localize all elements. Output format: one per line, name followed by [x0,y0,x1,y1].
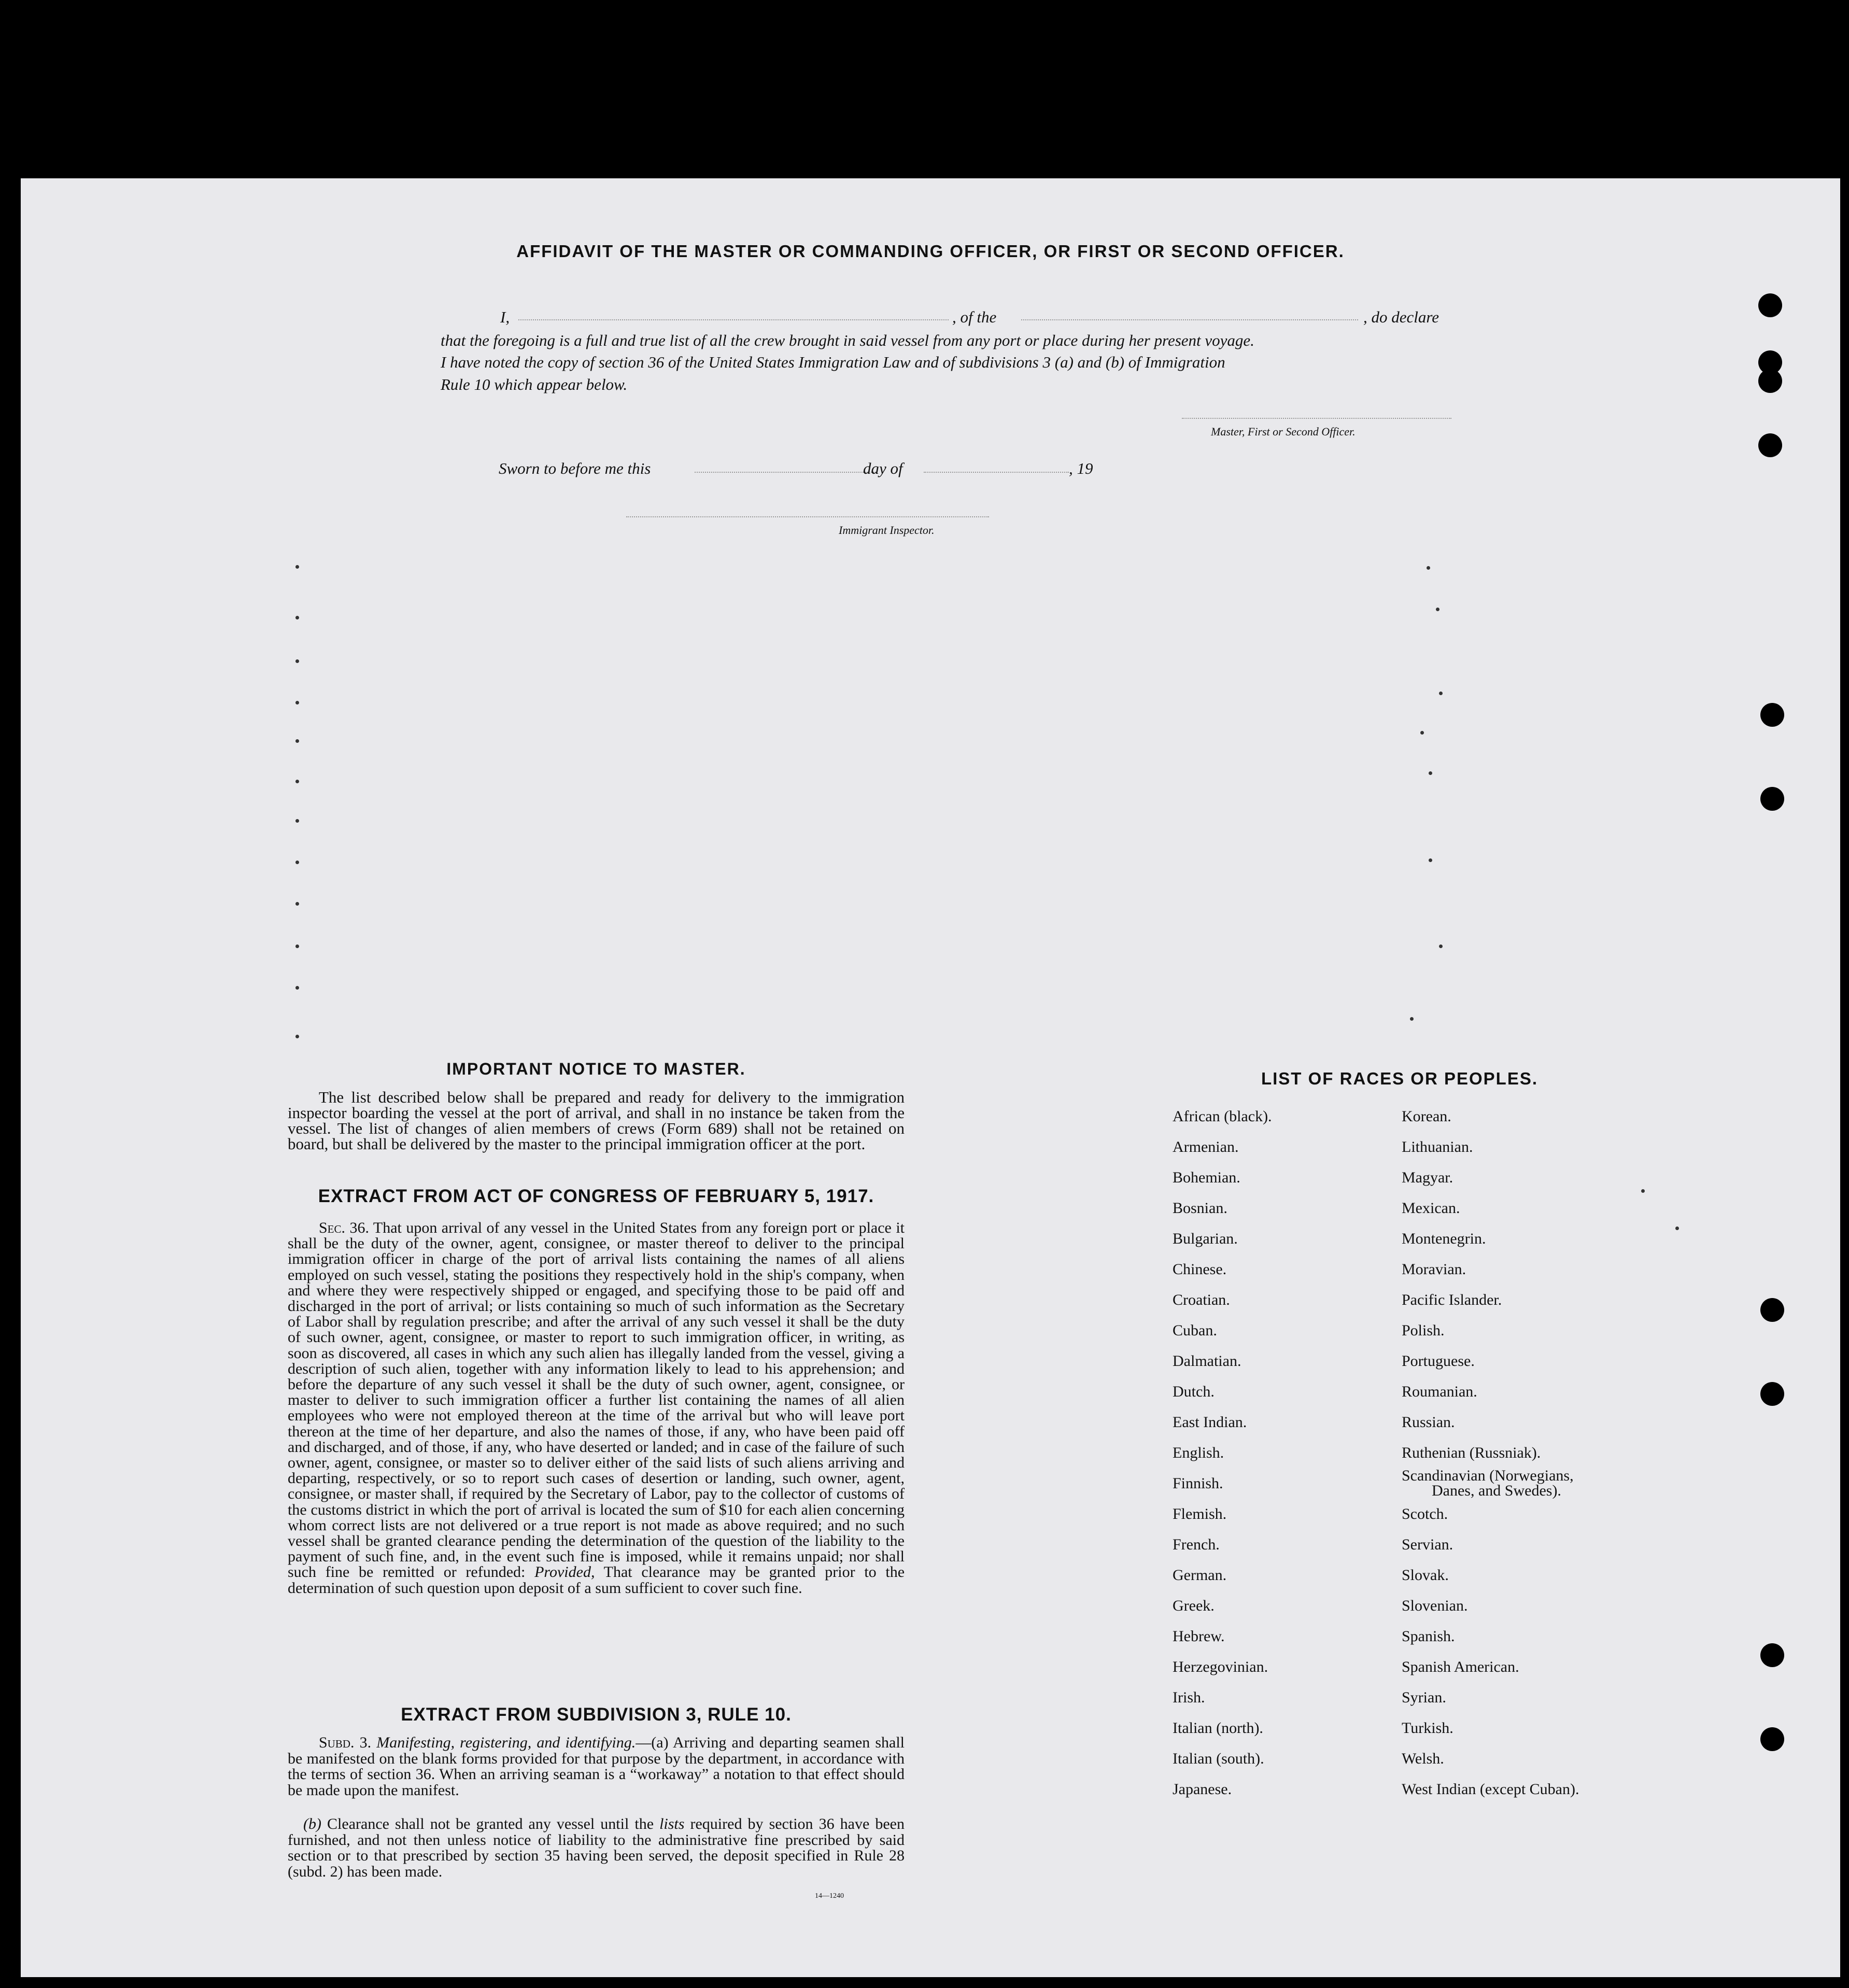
inspector-line [626,516,989,517]
signature-line [1182,418,1451,419]
race-item: West Indian (except Cuban). [1402,1781,1579,1798]
para-b-text-1: Clearance shall not be granted any vessel until the [327,1815,654,1832]
form-number: 14—1240 [815,1892,844,1900]
scan-mark [1427,566,1430,570]
punch-hole [1760,787,1784,811]
race-item: African (black). [1173,1108,1272,1125]
race-item: Bulgarian. [1173,1230,1238,1247]
punch-hole [1760,1643,1784,1667]
scan-mark [295,986,299,990]
notice-title: IMPORTANT NOTICE TO MASTER. [446,1060,746,1078]
race-item: Danes, and Swedes). [1432,1482,1561,1499]
scan-mark [1420,731,1424,735]
race-item: East Indian. [1173,1414,1247,1431]
scan-mark [295,659,299,663]
scan-mark [295,861,299,864]
sworn-text: Sworn to before me this [499,459,651,477]
section-label: Sec. 36. [319,1219,369,1236]
scan-mark [295,739,299,743]
race-item: Bosnian. [1173,1200,1227,1217]
race-item: Flemish. [1173,1505,1227,1522]
affidavit-of-the: , of the [952,308,997,326]
notice-text: The list described below shall be prepared and ready for delivery to the immigration inspector boarding the vessel at the port of arrival, and shall in no instance be taken from the vessel. The list of changes of alien members of crews (Form 689) shall not be retained on board, but shall be delivered by the master to the principal immigration officer at the port. [288,1088,905,1153]
race-item: Scotch. [1402,1505,1448,1522]
races-left-column [1173,1101,1272,1804]
race-item: Chinese. [1173,1261,1227,1278]
scan-mark [295,616,299,619]
race-item: Mexican. [1402,1200,1460,1217]
scan-mark [295,565,299,569]
scan-mark [1641,1189,1645,1193]
subd-text: —(a) Arriving and departing seamen shall be manifested on the blank forms provided for that purpose by the department, in accordance with the terms of section 36. When an arriving seaman is a “workaway” a notation to that effect should be made upon the manifest. [288,1734,905,1799]
race-item: Irish. [1173,1689,1205,1706]
race-item: Montenegrin. [1402,1230,1486,1247]
punch-hole [1760,1727,1784,1751]
race-item: Dutch. [1173,1383,1215,1400]
race-item: Ruthenian (Russniak). [1402,1444,1541,1461]
affidavit-title: AFFIDAVIT OF THE MASTER OR COMMANDING OFFICER, OR FIRST OR SECOND OFFICER. [516,242,1345,261]
rule-para-a [288,1735,905,1798]
name-line [518,319,949,320]
year-text: , 19 [1069,459,1093,477]
race-item: English. [1173,1444,1224,1461]
scan-mark [1439,692,1443,695]
race-item: Spanish. [1402,1628,1455,1645]
scan-mark [295,780,299,783]
sworn-day-line [695,472,876,473]
race-item: Russian. [1402,1414,1455,1431]
extract-rule-title: EXTRACT FROM SUBDIVISION 3, RULE 10. [401,1704,792,1725]
rule-para-b [288,1816,905,1880]
race-item: Lithuanian. [1402,1138,1473,1155]
race-item: Hebrew. [1173,1628,1225,1645]
race-item: Greek. [1173,1597,1215,1614]
race-item: Slovak. [1402,1567,1449,1584]
race-item: Turkish. [1402,1719,1453,1737]
race-item: Japanese. [1173,1781,1232,1798]
section-body-end: That clearance may be granted prior to the determination of such question upon deposit of a sum sufficient to cover such fine. [288,1563,905,1597]
race-item: Dalmatian. [1173,1352,1241,1370]
race-item: Italian (south). [1173,1750,1264,1767]
race-item: French. [1173,1536,1220,1553]
race-item: Finnish. [1173,1475,1223,1492]
document-page [21,178,1840,1977]
scan-mark [1675,1226,1679,1230]
affidavit-line-4: Rule 10 which appear below. [441,375,628,393]
affidavit-declare: , do declare [1363,308,1439,326]
scan-mark [295,902,299,906]
affidavit-line-3: I have noted the copy of section 36 of the United States Immigration Law and of subdivisions 3 (a) and (b) of Immigration [441,353,1225,371]
day-of-text: day of [863,459,903,477]
punch-hole [1758,433,1782,457]
inspector-label: Immigrant Inspector. [839,524,935,537]
punch-hole [1760,1382,1784,1406]
races-right-column [1402,1101,1579,1804]
punch-hole [1760,703,1784,727]
scan-mark [1429,771,1432,775]
para-b-label: (b) [303,1815,321,1832]
scan-mark [295,944,299,948]
race-item: Welsh. [1402,1750,1444,1767]
race-item: Roumanian. [1402,1383,1477,1400]
subd-label: Subd. 3. [319,1734,372,1751]
race-item: Syrian. [1402,1689,1446,1706]
para-b-lists: lists [659,1815,685,1832]
scan-mark [295,819,299,823]
race-item: Portuguese. [1402,1352,1475,1370]
scan-mark [1410,1017,1414,1021]
race-item: Croatian. [1173,1291,1230,1308]
races-title: LIST OF RACES OR PEOPLES. [1261,1069,1539,1088]
subd-heading: Manifesting, registering, and identifying. [376,1734,636,1751]
section-body: That upon arrival of any vessel in the United States from any foreign port or place it shall be the duty of the owner, agent, consignee, or master thereof to deliver to the principal immigration officer in charge of the port of arrival lists containing the names of all aliens employed on such vessel, stating the positions they respectively hold in the ship's company, when and where they were respectively shipped or engaged, and specifying those to be paid off and discharged in the port of arrival; or lists containing so much of such information as the Secretary of Labor shall by regulation prescribe; and after the arrival of any such vessel it shall be the duty of such owner, agent, consignee, or master to report to such immigration officer, in writing, as soon as discovered, all cases in which any such alien has illegally landed from the vessel, giving a description of such alien, together with any information likely to lead to his apprehension; and before the departure of any such vessel it shall be the duty of such owner, agent, consignee, or master to deliver to such immigration officer a further list containing the names of all alien employees who were not employed thereon at the time of the arrival but who will leave port thereon at the time of her departure, and also the names of those, if any, who have been paid off and discharged, and of those, if any, who have deserted or landed; and in case of the failure of such owner, agent, consignee, or master so to deliver either of the said lists of such aliens arriving and departing, respectively, or so to report such cases of desertion or landing, such owner, agent, consignee, or master shall, if required by the Secretary of Labor, pay to the collector of customs of the customs district in which the port of arrival is located the sum of $10 for each alien concerning whom correct lists are not delivered or a true report is not made as above required; and no such vessel shall be granted clearance pending the determination of the question of the liability to the payment of such fine, and, in the event such fine is imposed, while it remains unpaid; nor shall such fine be remitted or refunded: [288,1219,905,1581]
race-item: Pacific Islander. [1402,1291,1502,1308]
race-item: Italian (north). [1173,1719,1263,1737]
punch-hole [1758,293,1782,317]
affidavit-line-2: that the foregoing is a full and true list of all the crew brought in said vessel from any port or place during her present voyage. [441,331,1254,349]
extract-act-text [288,1220,905,1596]
race-item: Moravian. [1402,1261,1466,1278]
sworn-month-line [924,472,1069,473]
punch-hole [1760,1298,1784,1322]
race-item: Spanish American. [1402,1658,1519,1675]
scan-mark [295,701,299,704]
scan-mark [1436,608,1439,611]
scan-mark [1439,944,1443,948]
race-item: Armenian. [1173,1138,1239,1155]
race-item: Bohemian. [1173,1169,1240,1186]
scan-mark [1429,858,1432,862]
provided-word: Provided, [534,1563,595,1581]
extract-act-title: EXTRACT FROM ACT OF CONGRESS OF FEBRUARY 5, 1917. [318,1186,874,1206]
scan-mark [295,1035,299,1038]
affidavit-i: I, [500,308,510,326]
punch-hole [1758,369,1782,393]
race-item: Slovenian. [1402,1597,1468,1614]
vessel-line [1021,319,1358,320]
race-item: Korean. [1402,1108,1451,1125]
race-item: Scandinavian (Norwegians, [1402,1467,1574,1484]
race-item: Polish. [1402,1322,1445,1339]
race-item: Herzegovinian. [1173,1658,1268,1675]
race-item: Magyar. [1402,1169,1453,1186]
race-item: Cuban. [1173,1322,1217,1339]
race-item: Servian. [1402,1536,1453,1553]
race-item: German. [1173,1567,1227,1584]
para-b-text-2: required by section 36 have been furnished, and not then unless notice of liability to the administrative fine prescribed by said section or to that prescribed by section 35 having been served, the deposit specified in Rule 28 (subd. 2) has been made. [288,1815,905,1880]
signature-label: Master, First or Second Officer. [1211,425,1356,438]
